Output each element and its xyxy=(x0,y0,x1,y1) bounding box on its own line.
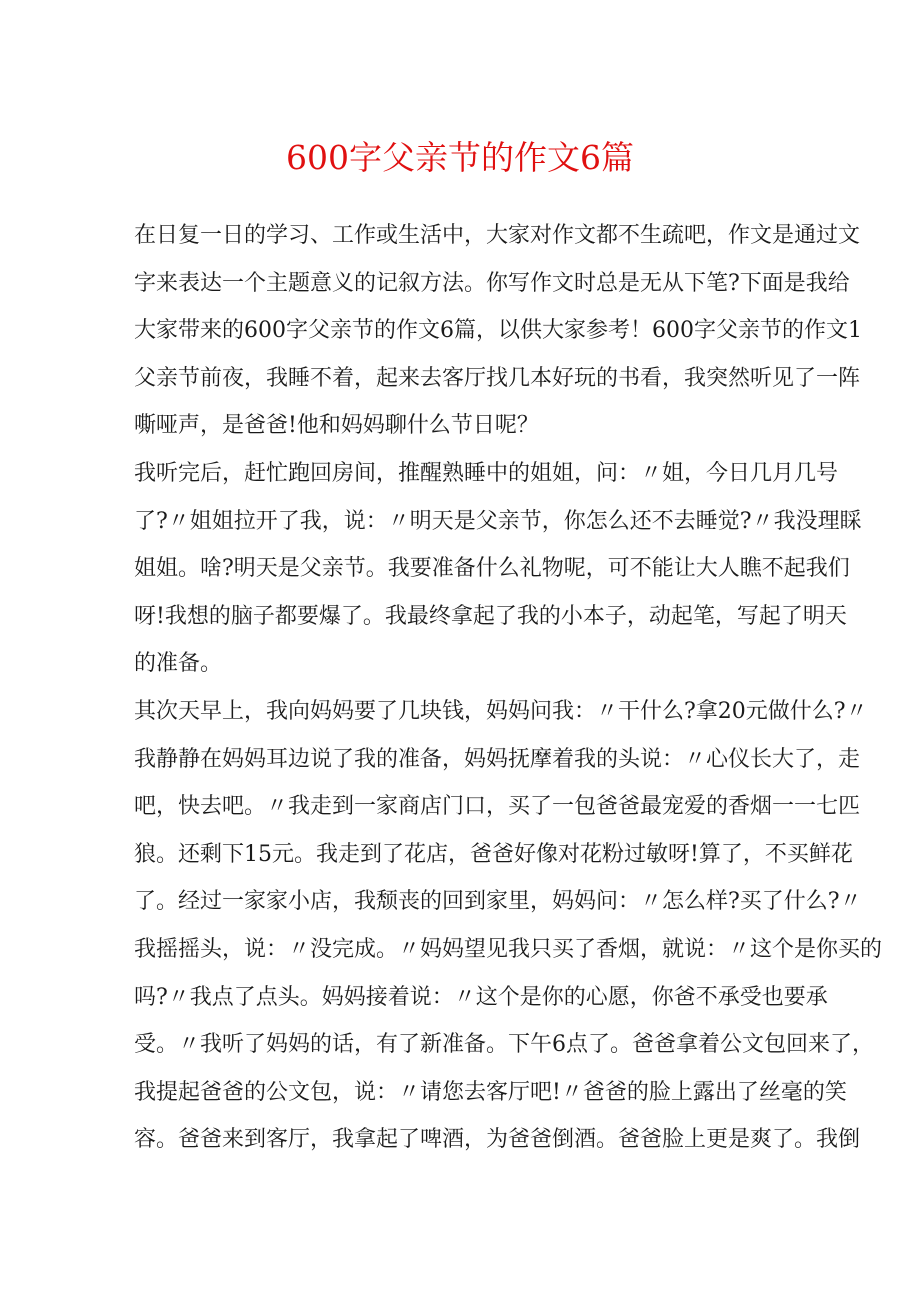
text-line: 我听完后，赶忙跑回房间，推醒熟睡中的姐姐，问：〃姐，今日几月几号 xyxy=(134,460,839,486)
text-line: 了。经过一家家小店，我颓丧的回到家里，妈妈问：〃怎么样?买了什么?〃 xyxy=(134,889,862,915)
text-line: 我提起爸爸的公文包，说：〃请您去客厅吧!〃爸爸的脸上露出了丝毫的笑 xyxy=(134,1079,847,1105)
text-line: 其次天早上，我向妈妈要了几块钱，妈妈问我：〃干什么?拿20元做什么?〃 xyxy=(134,698,868,724)
text-line: 父亲节前夜，我睡不着，起来去客厅找几本好玩的书看，我突然听见了一阵 xyxy=(134,365,861,391)
text-line: 吧，快去吧。〃我走到一家商店门口，买了一包爸爸最宠爱的香烟一一七匹 xyxy=(134,794,861,820)
text-line: 字来表达一个主题意义的记叙方法。你写作文时总是无从下笔?下面是我给 xyxy=(134,270,850,296)
text-line: 大家带来的600字父亲节的作文6篇，以供大家参考！600字父亲节的作文1 xyxy=(134,318,862,344)
text-line: 呀!我想的脑子都要爆了。我最终拿起了我的小本子，动起笔，写起了明天 xyxy=(134,603,847,629)
text-line: 在日复一日的学习、工作或生活中，大家对作文都不生疏吧，作文是通过文 xyxy=(134,223,861,248)
text-line: 的准备。 xyxy=(134,651,223,677)
text-line: 我静静在妈妈耳边说了我的准备，妈妈抚摩着我的头说：〃心仪长大了，走 xyxy=(134,746,861,772)
text-line: 我摇摇头，说：〃没完成。〃妈妈望见我只买了香烟，就说：〃这个是你买的 xyxy=(134,936,883,962)
document-body xyxy=(134,212,883,1164)
document-title: 600字父亲节的作文6篇 xyxy=(286,138,634,177)
text-line: 受。〃我听了妈妈的话，有了新准备。下午6点了。爸爸拿着公文包回来了， xyxy=(134,1032,874,1058)
text-line: 容。爸爸来到客厅，我拿起了啤酒，为爸爸倒酒。爸爸脸上更是爽了。我倒 xyxy=(134,1127,861,1153)
text-line: 了?〃姐姐拉开了我，说：〃明天是父亲节，你怎么还不去睡觉?〃我没理睬 xyxy=(134,508,862,534)
text-line: 姐姐。啥?明天是父亲节。我要准备什么礼物呢，可不能让大人瞧不起我们 xyxy=(134,556,850,582)
text-line: 嘶哑声，是爸爸!他和妈妈聊什么节日呢？ xyxy=(134,413,539,439)
text-line: 狼。还剩下15元。我走到了花店，爸爸好像对花粉过敏呀!算了，不买鲜花 xyxy=(134,841,853,867)
text-line: 吗?〃我点了点头。妈妈接着说：〃这个是你的心愿，你爸不承受也要承 xyxy=(134,984,828,1010)
